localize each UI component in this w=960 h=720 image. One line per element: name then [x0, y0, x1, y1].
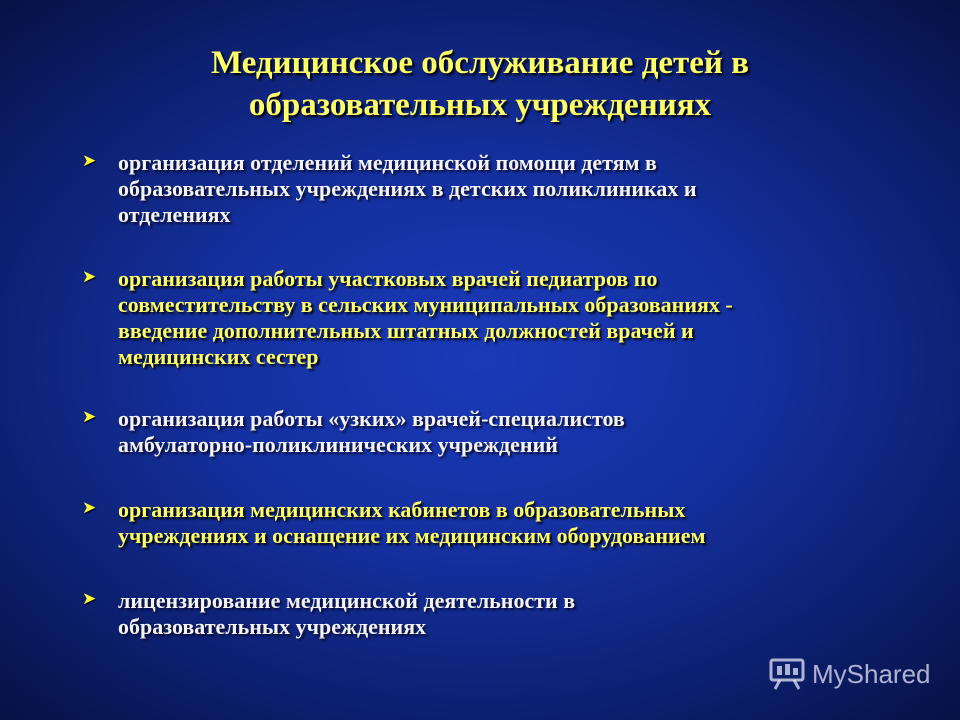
- arrow-bullet-icon: ➤: [82, 407, 97, 427]
- bullet-text: лицензирование медицинской деятельности в образовательных учреждениях: [118, 588, 576, 639]
- watermark-text: MyShared: [812, 658, 931, 689]
- arrow-bullet-icon: ➤: [82, 267, 97, 287]
- slide-title-line-1: Медицинское обслуживание детей в: [211, 45, 749, 81]
- bullet-text: организация работы участковых врачей педиатров по совместительству в сельских муниципальных образованиях - введение дополнительных штатных должностей врачей и медицинских сестер: [118, 266, 733, 369]
- arrow-bullet-icon: ➤: [82, 498, 97, 518]
- bullet-text: организация медицинских кабинетов в образовательных учреждениях и оснащение их медицинским оборудованием: [118, 497, 706, 548]
- presentation-board-icon: [768, 658, 806, 690]
- arrow-bullet-icon: ➤: [82, 151, 97, 171]
- watermark-logo: [768, 656, 931, 692]
- bullet-text: организация отделений медицинской помощи детям в образовательных учреждениях в детских поликлиниках и отделениях: [118, 150, 697, 227]
- arrow-bullet-icon: ➤: [82, 589, 97, 609]
- bullet-text: организация работы «узких» врачей-специалистов амбулаторно-поликлинических учреждений: [118, 406, 625, 457]
- slide-title-line-2: образовательных учреждениях: [248, 87, 712, 123]
